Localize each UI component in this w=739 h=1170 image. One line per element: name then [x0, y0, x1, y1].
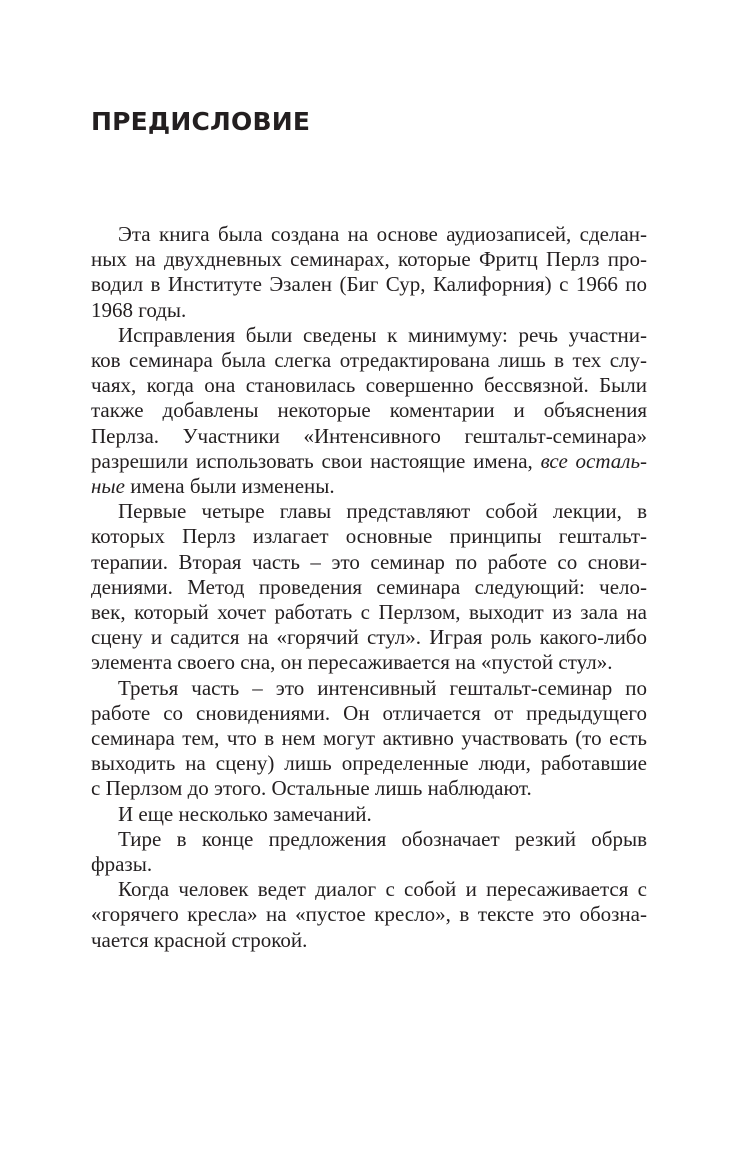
italic-segment: ные	[91, 474, 125, 499]
text-segment: разрешили использовать свои настоящие имена,	[91, 448, 541, 473]
text-line: И еще несколько замечаний.	[118, 801, 372, 826]
text-line: чается красной строкой.	[91, 927, 308, 952]
text-line: Третья часть – это интенсивный гештальт-семинар по	[118, 675, 647, 700]
preface-body	[91, 222, 647, 953]
text-segment: имена были изменены.	[124, 474, 335, 499]
text-line: Когда человек ведет диалог с собой и пересаживается с	[118, 877, 647, 902]
text-line: работе со сновидениями. Он отличается от предыдущего	[91, 700, 647, 725]
text-line: терапии. Вторая часть – это семинар по работе со снови-	[91, 549, 647, 574]
text-line: «горячего кресла» на «пустое кресло», в тексте это обозна-	[91, 902, 647, 927]
text-line: с Перлзом до этого. Остальные лишь наблюдают.	[91, 776, 532, 801]
text-line: век, который хочет работать с Перлзом, выходит из зала на	[91, 600, 647, 625]
text-line: сцену и садится на «горячий стул». Играя роль какого-либо	[91, 625, 647, 650]
text-line	[91, 474, 647, 499]
text-line: фразы.	[91, 852, 153, 877]
text-line: Исправления были сведены к минимуму: речь участни-	[118, 322, 647, 347]
text-line: 1968 годы.	[91, 297, 187, 322]
text-line: Эта книга была создана на основе аудиозаписей, сделан-	[118, 222, 647, 246]
text-line: также добавлены некоторые коментарии и объяснения	[91, 398, 647, 423]
text-line: Первые четыре главы представляют собой лекции, в	[118, 499, 647, 524]
italic-segment: все осталь-	[540, 448, 647, 473]
text-line: чаях, когда она становилась совершенно бессвязной. Были	[91, 373, 647, 398]
paragraph-6	[91, 827, 647, 877]
text-line: Перлза. Участники «Интенсивного гештальт-семинара»	[91, 423, 647, 448]
text-line: водил в Институте Эзален (Биг Сур, Калифорния) с 1966 по	[91, 272, 647, 297]
text-line: которых Перлз излагает основные принципы гештальт-	[91, 524, 647, 549]
text-line	[91, 449, 647, 474]
text-line: семинара тем, что в нем могут активно участвовать (то есть	[91, 726, 647, 751]
paragraph-2	[91, 323, 647, 499]
text-line: Тире в конце предложения обозначает резкий обрыв	[118, 826, 647, 851]
paragraph-1	[91, 222, 647, 323]
text-line: выходить на сцену) лишь определенные люди, работавшие	[91, 751, 647, 776]
paragraph-3	[91, 499, 647, 675]
paragraph-4	[91, 676, 647, 802]
page-title: ПРЕДИСЛОВИЕ	[91, 107, 311, 136]
text-line: ков семинара была слегка отредактирована лишь в тех слу-	[91, 348, 647, 373]
text-line: ных на двухдневных семинарах, которые Фритц Перлз про-	[91, 247, 647, 272]
paragraph-7	[91, 877, 647, 953]
text-line: дениями. Метод проведения семинара следующий: чело-	[91, 574, 647, 599]
paragraph-5	[91, 802, 647, 827]
text-line: элемента своего сна, он пересаживается на «пустой стул».	[91, 650, 613, 675]
